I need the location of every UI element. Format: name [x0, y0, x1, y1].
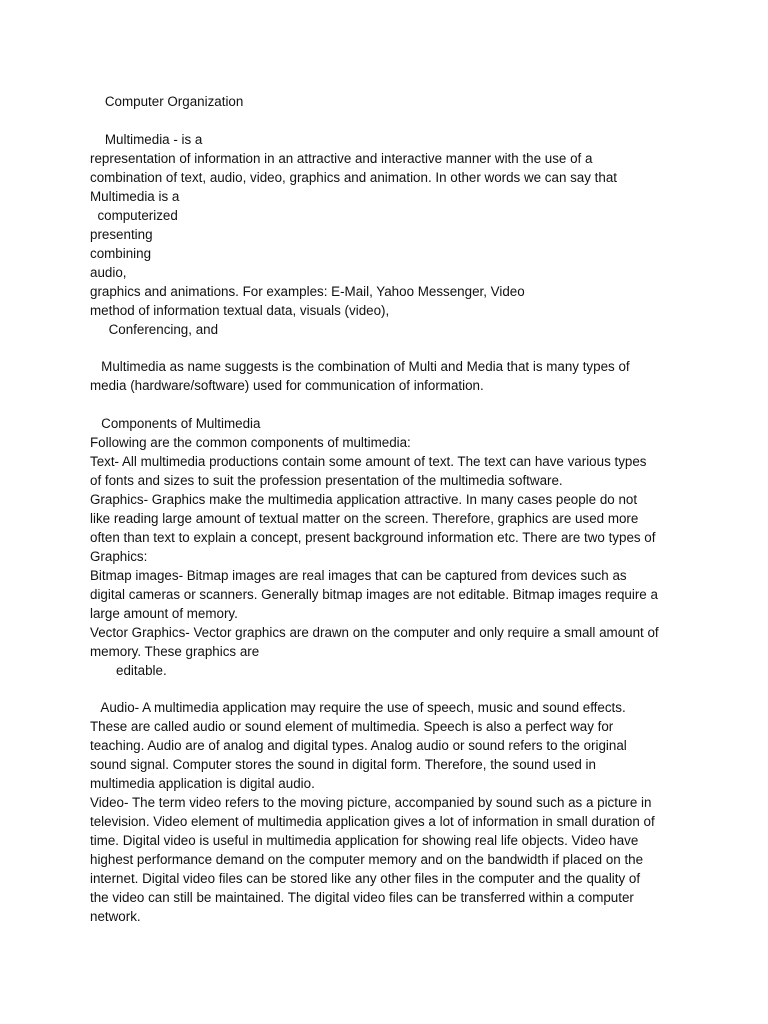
- text-line: Video- The term video refers to the moving picture, accompanied by sound such as a picture in: [90, 795, 652, 810]
- text-line: network.: [90, 909, 141, 924]
- text-line: Multimedia is a: [90, 189, 180, 204]
- components-heading: Components of Multimedia: [90, 416, 261, 431]
- text-line: often than text to explain a concept, present background information etc. There are two types of: [90, 530, 656, 545]
- text-line: presenting: [90, 227, 153, 242]
- text-line: like reading large amount of textual matter on the screen. Therefore, graphics are used more: [90, 511, 639, 526]
- text-line: Following are the common components of multimedia:: [90, 435, 411, 450]
- text-line: time. Digital video is useful in multimedia application for showing real life objects. Video have: [90, 833, 639, 848]
- text-line: Conferencing, and: [90, 322, 219, 337]
- text-line: internet. Digital video files can be stored like any other files in the computer and the quality of: [90, 871, 641, 886]
- text-line: highest performance demand on the computer memory and on the bandwidth if placed on the: [90, 852, 644, 867]
- text-line: computerized: [90, 208, 178, 223]
- text-line: editable.: [90, 663, 167, 678]
- document-title: Computer Organization: [90, 94, 244, 109]
- text-line: sound signal. Computer stores the sound in digital form. Therefore, the sound used in: [90, 757, 596, 772]
- text-line: graphics and animations. For examples: E-Mail, Yahoo Messenger, Video: [90, 284, 525, 299]
- text-line: memory. These graphics are: [90, 644, 260, 659]
- text-line: Multimedia as name suggests is the combination of Multi and Media that is many types of: [90, 359, 630, 374]
- text-line: representation of information in an attractive and interactive manner with the use of a: [90, 151, 593, 166]
- text-line: Bitmap images- Bitmap images are real images that can be captured from devices such as: [90, 568, 627, 583]
- text-line: combination of text, audio, video, graphics and animation. In other words we can say that: [90, 170, 618, 185]
- text-line: Text- All multimedia productions contain some amount of text. The text can have various types: [90, 454, 647, 469]
- text-line: teaching. Audio are of analog and digital types. Analog audio or sound refers to the original: [90, 738, 627, 753]
- text-line: Audio- A multimedia application may require the use of speech, music and sound effects.: [90, 700, 626, 715]
- text-line: digital cameras or scanners. Generally bitmap images are not editable. Bitmap images require a: [90, 587, 658, 602]
- text-line: Graphics:: [90, 549, 148, 564]
- text-line: media (hardware/software) used for communication of information.: [90, 378, 484, 393]
- text-line: large amount of memory.: [90, 606, 238, 621]
- text-line: Graphics- Graphics make the multimedia application attractive. In many cases people do not: [90, 492, 638, 507]
- text-line: television. Video element of multimedia application gives a lot of information in small duration of: [90, 814, 655, 829]
- text-line: audio,: [90, 265, 127, 280]
- text-line: Vector Graphics- Vector graphics are drawn on the computer and only require a small amount of: [90, 625, 659, 640]
- text-line: These are called audio or sound element of multimedia. Speech is also a perfect way for: [90, 719, 614, 734]
- text-line: combining: [90, 246, 152, 261]
- multimedia-heading: Multimedia - is a: [90, 132, 203, 147]
- text-line: method of information textual data, visuals (video),: [90, 303, 390, 318]
- text-line: multimedia application is digital audio.: [90, 776, 315, 791]
- text-line: of fonts and sizes to suit the profession presentation of the multimedia software.: [90, 473, 563, 488]
- text-line: the video can still be maintained. The digital video files can be transferred within a computer: [90, 890, 634, 905]
